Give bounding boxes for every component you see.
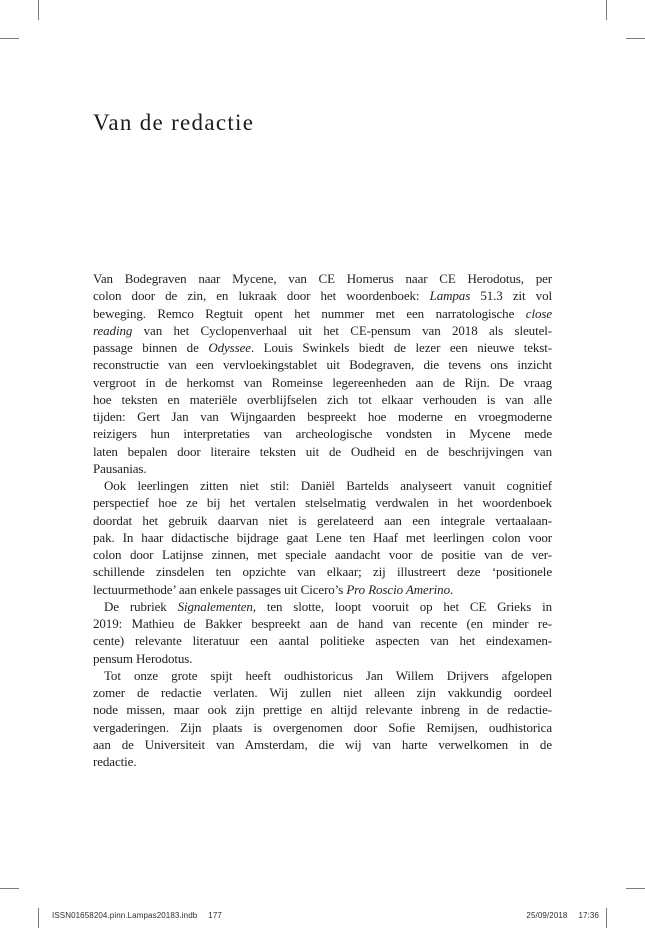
text-line — [93, 270, 552, 287]
text-line — [93, 581, 552, 598]
italic-text-segment: Lampas — [429, 288, 471, 304]
text-segment: colon door de zin, en lukraak door het woordenboek: — [93, 288, 430, 304]
italic-text-segment: close — [525, 305, 552, 321]
text-segment: Van Bodegraven naar Mycene, van CE Homerus naar CE Herodotus, per — [93, 271, 552, 286]
page-title: Van de redactie — [93, 110, 255, 135]
crop-mark-top-right-vertical — [606, 0, 607, 20]
text-segment: beweging. Remco Regtuit opent het nummer met een narratologische — [93, 305, 526, 321]
crop-mark-top-left-vertical — [38, 0, 39, 20]
text-segment: cente) relevante literatuur een aantal politieke aspecten van het eindexamen- — [93, 633, 552, 649]
text-segment: pak. In haar didactische bijdrage gaat Lene ten Haaf met leerlingen colon voor — [93, 529, 552, 545]
text-line — [93, 374, 552, 391]
text-segment: perspectief hoe ze bij het vertalen stelselmatig verdwalen in het woordenboek — [93, 495, 552, 511]
text-line — [93, 339, 552, 356]
text-line — [93, 443, 552, 460]
text-segment: zomer de redactie verlaten. Wij zullen niet alleen zijn vakkundig oordeel — [93, 685, 552, 700]
text-segment: . — [449, 581, 454, 597]
text-line — [93, 305, 552, 322]
text-segment: vergroot in de herkomst van Romeinse legereenheden aan de Rijn. De vraag — [93, 374, 552, 390]
text-line — [93, 477, 552, 494]
text-segment: ten slotte, loopt vooruit op het CE Grieks in — [255, 598, 552, 614]
text-line — [93, 563, 552, 580]
text-line — [93, 719, 552, 736]
text-segment: pensum Herodotus. — [93, 650, 193, 666]
text-segment: Tot onze grote spijt heeft oudhistoricus Jan Willem Drijvers afgelopen — [104, 667, 552, 683]
text-line — [93, 632, 552, 649]
paragraph — [93, 477, 552, 598]
text-line — [93, 667, 552, 684]
footer-date: 25/09/2018 — [526, 911, 568, 920]
text-segment: passage binnen de — [93, 340, 209, 355]
text-line — [93, 425, 552, 442]
text-line — [93, 494, 552, 511]
text-segment: tijden: Gert Jan van Wijngaarden bespreekt hoe moderne en vroegmoderne — [93, 409, 552, 424]
crop-mark-bottom-left-vertical — [38, 908, 39, 928]
text-line — [93, 287, 552, 304]
text-line — [93, 391, 552, 408]
text-segment: Ook leerlingen zitten niet stil: Daniël Bartelds analyseert vanuit cognitief — [104, 478, 552, 493]
italic-text-segment: Odyssee — [208, 340, 251, 355]
text-segment: 2019: Mathieu de Bakker bespreekt aan de hand van recente (en minder re- — [93, 616, 552, 631]
text-segment: reconstructie van een vervloekingstablet uit Bodegraven, die tevens ons inzicht — [93, 357, 552, 373]
text-segment: De rubriek — [104, 598, 178, 614]
text-segment: hoe teksten en materiële overblijfselen zich tot elkaar verhouden is van alle — [93, 391, 552, 407]
crop-mark-bottom-right-vertical — [606, 908, 607, 928]
text-line — [93, 615, 552, 632]
text-segment: . Louis Swinkels biedt de lezer een nieuwe tekst- — [250, 340, 552, 355]
paragraph — [93, 270, 552, 477]
footer-page-number: 177 — [208, 911, 222, 920]
text-line — [93, 322, 552, 339]
text-segment: doordat het gebruik daarvan niet is gerelateerd aan een integrale vertaalaan- — [93, 512, 552, 528]
text-segment: colon door Latijnse zinnen, met speciale aandacht voor de positie van de ver- — [93, 547, 552, 562]
italic-text-segment: Signalementen, — [177, 598, 256, 614]
text-line — [93, 512, 552, 529]
text-segment: node missen, maar ook zijn prettige en altijd relevante inbreng in de redactie- — [93, 702, 552, 718]
footer-time: 17:36 — [578, 911, 599, 920]
text-line — [93, 753, 552, 770]
text-line — [93, 408, 552, 425]
footer-left — [52, 911, 222, 920]
text-line — [93, 546, 552, 563]
crop-mark-top-right-horizontal — [626, 38, 645, 39]
text-segment: reizigers hun interpretaties van archeologische vondsten in Mycene mede — [93, 426, 552, 442]
text-segment: redactie. — [93, 754, 137, 769]
text-line — [93, 684, 552, 701]
text-segment: schillende zinsdelen ten opzichte van elkaar; zij illustreert deze ‘positionele — [93, 564, 552, 580]
text-segment: laten bepalen door literaire teksten uit de Oudheid en de beschrijvingen van — [93, 443, 552, 459]
text-line — [93, 460, 552, 477]
text-line — [93, 650, 552, 667]
text-segment: aan de Universiteit van Amsterdam, die wij van harte verwelkomen in de — [93, 736, 552, 752]
footer-file-label: ISSN01658204.pinn.Lampas20183.indb — [52, 911, 198, 920]
paragraph — [93, 598, 552, 667]
text-segment: 51.3 zit vol — [470, 288, 552, 304]
crop-mark-bottom-right-horizontal — [626, 888, 645, 889]
text-line — [93, 701, 552, 718]
text-segment: Pausanias. — [93, 460, 147, 476]
text-line — [93, 598, 552, 615]
text-line — [93, 529, 552, 546]
text-segment: vergaderingen. Zijn plaats is overgenomen door Sofie Remijsen, oudhistorica — [93, 719, 552, 735]
text-line — [93, 356, 552, 373]
paragraph — [93, 667, 552, 771]
text-segment: lectuurmethode’ aan enkele passages uit Cicero’s — [93, 581, 347, 597]
text-segment: van het Cyclopenverhaal uit het CE-pensum van 2018 als sleutel- — [132, 322, 552, 338]
italic-text-segment: Pro Roscio Amerino — [346, 581, 450, 597]
footer-right — [526, 911, 599, 920]
text-line — [93, 736, 552, 753]
italic-text-segment: reading — [93, 322, 133, 338]
body-text — [93, 270, 552, 770]
crop-mark-bottom-left-horizontal — [0, 888, 19, 889]
crop-mark-top-left-horizontal — [0, 38, 19, 39]
